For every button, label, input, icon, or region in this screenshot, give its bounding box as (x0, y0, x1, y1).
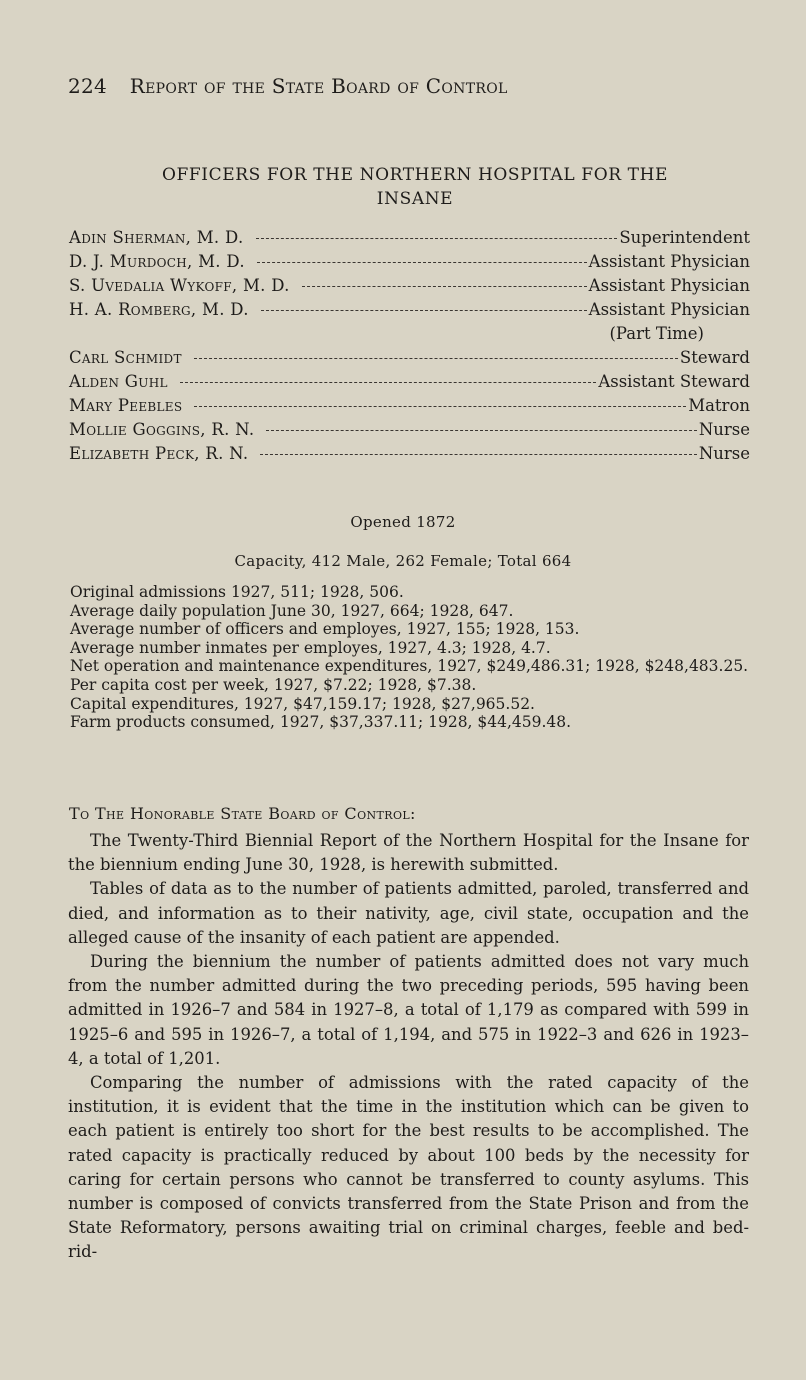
leader-dashes (194, 358, 678, 359)
officer-row (69, 442, 750, 466)
report-body (68, 829, 749, 1265)
officer-role: Assistant Physician (588, 276, 750, 295)
running-header (68, 74, 508, 98)
section-title (60, 163, 770, 211)
officer-name: D. J. Murdoch, M. D. (69, 252, 245, 271)
statistic-line: Farm products consumed, 1927, $37,337.11; 1928, $44,459.48. (70, 713, 572, 732)
officer-row (69, 370, 750, 394)
leader-dashes (256, 238, 618, 239)
officer-name: Carl Schmidt (69, 348, 182, 367)
leader-dashes (302, 286, 587, 287)
officer-name: Mary Peebles (69, 396, 183, 415)
officer-note-row (69, 322, 750, 346)
running-title: Report of the State Board of Control (129, 74, 508, 98)
officer-role: Assistant Physician (588, 300, 750, 319)
leader-dashes (194, 406, 686, 407)
officer-role: Steward (679, 348, 750, 367)
section-title-line: INSANE (376, 189, 454, 209)
statistic-line: Average number of officers and employes, 1927, 155; 1928, 153. (70, 620, 580, 639)
officer-role: Nurse (698, 420, 750, 439)
officer-role: Assistant Steward (598, 372, 750, 391)
opened-year: Opened 1872 (350, 513, 456, 531)
statistic-line: Capital expenditures, 1927, $47,159.17; 1928, $27,965.52. (70, 694, 535, 713)
officer-row (69, 298, 750, 322)
salutation: To The Honorable State Board of Control: (69, 804, 416, 823)
statistic-line: Per capita cost per week, 1927, $7.22; 1928, $7.38. (70, 675, 477, 694)
statistic-line: Net operation and maintenance expenditures, 1927, $249,486.31; 1928, $248,483.25. (70, 657, 749, 676)
statistic-line: Original admissions 1927, 511; 1928, 506. (70, 583, 404, 601)
page-number: 224 (68, 74, 108, 98)
section-title-line: OFFICERS FOR THE NORTHERN HOSPITAL FOR THE (161, 165, 669, 185)
officer-name: Mollie Goggins, R. N. (69, 420, 255, 439)
body-paragraph: The Twenty-Third Biennial Report of the Northern Hospital for the Insane for the biennium ending June 30, 1928, is herewith submitted. (68, 831, 749, 875)
officer-note: (Part Time) (609, 324, 704, 343)
officer-row (69, 394, 750, 418)
officer-role: Matron (688, 396, 750, 415)
officers-list (69, 226, 750, 466)
leader-dashes (266, 430, 696, 431)
body-paragraph: During the biennium the number of patients admitted does not vary much from the number admitted during the two preceding periods, 595 having been admitted in 1926–7 and 584 in 1927–8, a total of 1,179 as compared with 599 in 1925–6 and 595 in 1926–7, a total of 1,194, and 575 in 1922–3 and 626 in 1923–4, a total of 1,201. (68, 952, 749, 1068)
leader-dashes (180, 382, 597, 383)
capacity-line: Capacity, 412 Male, 262 Female; Total 664 (234, 552, 572, 570)
body-paragraph: Tables of data as to the number of patients admitted, paroled, transferred and died, and information as to their nativity, age, civil state, occupation and the alleged cause of the insanity of each patient are appended. (68, 879, 749, 947)
leader-dashes (261, 310, 587, 311)
leader-dashes (257, 262, 587, 263)
officer-name: Alden Guhl (69, 372, 168, 391)
statistics-block (70, 583, 752, 732)
officer-role: Superintendent (619, 228, 750, 247)
officer-role: Nurse (698, 444, 750, 463)
statistic-line: Average number inmates per employes, 1927, 4.3; 1928, 4.7. (70, 638, 551, 657)
body-paragraph: Comparing the number of admissions with the rated capacity of the institution, it is evident that the time in the institution which can be given to each patient is entirely too short for the best results to be accomplished. The rated capacity is practically reduced by about 100 beds by the necessity for caring for certain persons who cannot be transferred to county asylums. This number is composed of convicts transferred from the State Prison and from the State Reformatory, persons awaiting trial on criminal charges, feeble and bed-rid- (68, 1073, 749, 1262)
officer-row (69, 418, 750, 442)
officer-row (69, 250, 750, 274)
officer-row (69, 226, 750, 250)
officer-name: Elizabeth Peck, R. N. (69, 444, 249, 463)
officer-name: H. A. Romberg, M. D. (69, 300, 249, 319)
leader-dashes (260, 454, 696, 455)
officer-row (69, 346, 750, 370)
officer-role: Assistant Physician (588, 252, 750, 271)
statistic-line: Average daily population June 30, 1927, 664; 1928, 647. (70, 601, 514, 620)
officer-name: Adin Sherman, M. D. (69, 228, 244, 247)
officer-row (69, 274, 750, 298)
officer-name: S. Uvedalia Wykoff, M. D. (69, 276, 290, 295)
